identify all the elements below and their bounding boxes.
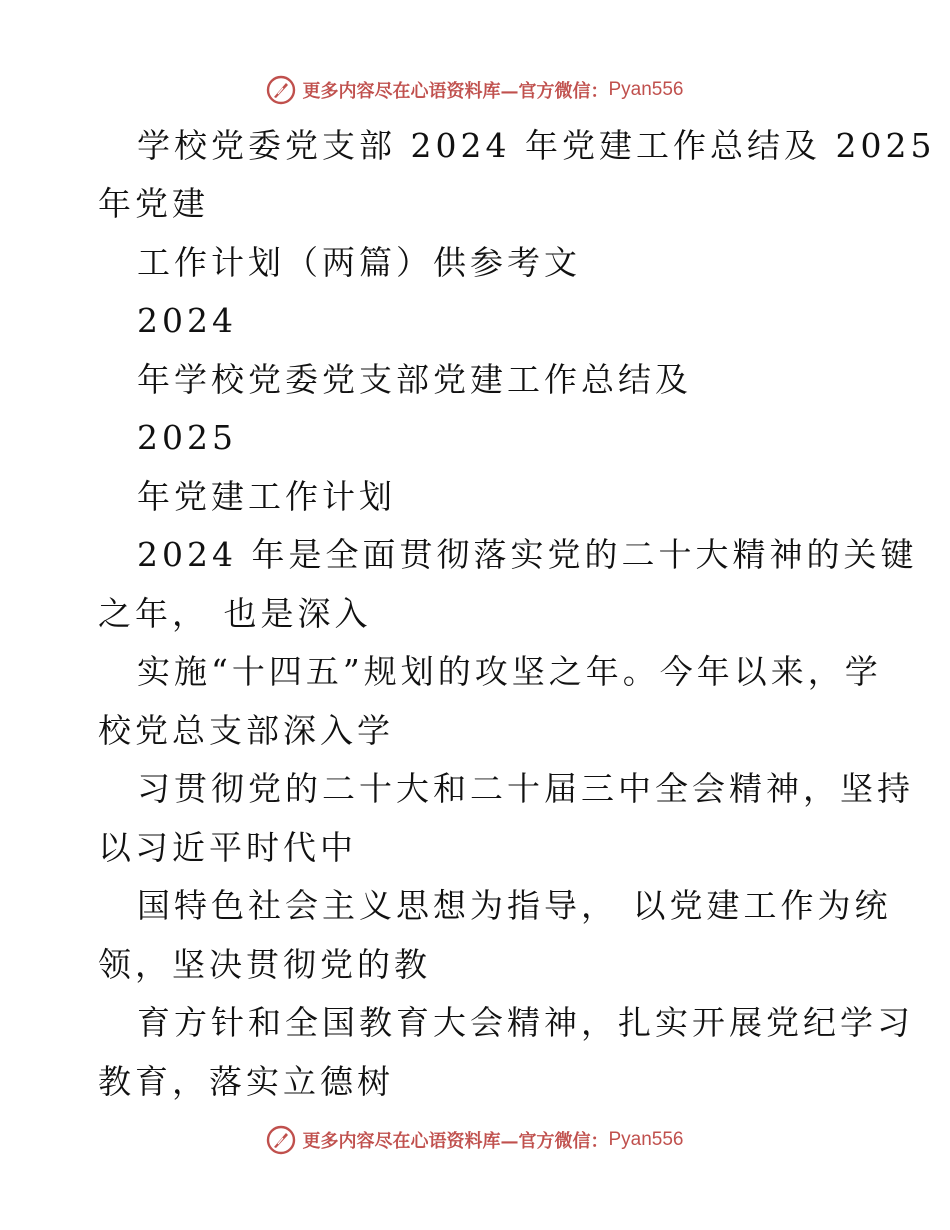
subtitle-year-1: 2024	[137, 301, 237, 340]
feather-pen-logo-icon	[266, 1125, 296, 1155]
paragraph-line: 2024 年是全面贯彻落实党的二十大精神的关键	[137, 535, 918, 574]
paragraph-line: 国特色社会主义思想为指导， 以党建工作为统	[137, 886, 892, 925]
footer-watermark-banner	[0, 1120, 950, 1160]
header-wechat-id: Pyan556	[608, 79, 684, 100]
subtitle-line-2: 年党建工作计划	[137, 477, 396, 516]
subtitle-line-1: 年学校党委党支部党建工作总结及	[137, 360, 692, 399]
paragraph-line: 教育，落实立德树	[98, 1062, 394, 1101]
paragraph-line: 实施“十四五”规划的攻坚之年。今年以来，学	[137, 652, 882, 691]
paragraph-line: 育方针和全国教育大会精神，扎实开展党纪学习	[137, 1003, 914, 1042]
paragraph-line: 领，坚决贯彻党的教	[98, 945, 431, 984]
footer-banner-text: 更多内容尽在心语资料库—官方微信：	[302, 1131, 609, 1152]
title-line-1: 学校党委党支部 2024 年党建工作总结及 2025	[137, 126, 936, 165]
paragraph-line: 以习近平时代中	[98, 828, 357, 867]
feather-pen-logo-icon	[266, 75, 296, 105]
paragraph-line: 校党总支部深入学	[98, 711, 394, 750]
header-watermark-banner	[0, 70, 950, 110]
paragraph-line: 习贯彻党的二十大和二十届三中全会精神，坚持	[137, 769, 914, 808]
paragraph-line: 之年， 也是深入	[98, 594, 372, 633]
title-line-2: 年党建	[98, 184, 209, 223]
footer-wechat-id: Pyan556	[608, 1129, 684, 1150]
title-line-3: 工作计划（两篇）供参考文	[137, 243, 581, 282]
header-banner-text: 更多内容尽在心语资料库—官方微信：	[302, 81, 609, 102]
subtitle-year-2: 2025	[137, 418, 237, 457]
